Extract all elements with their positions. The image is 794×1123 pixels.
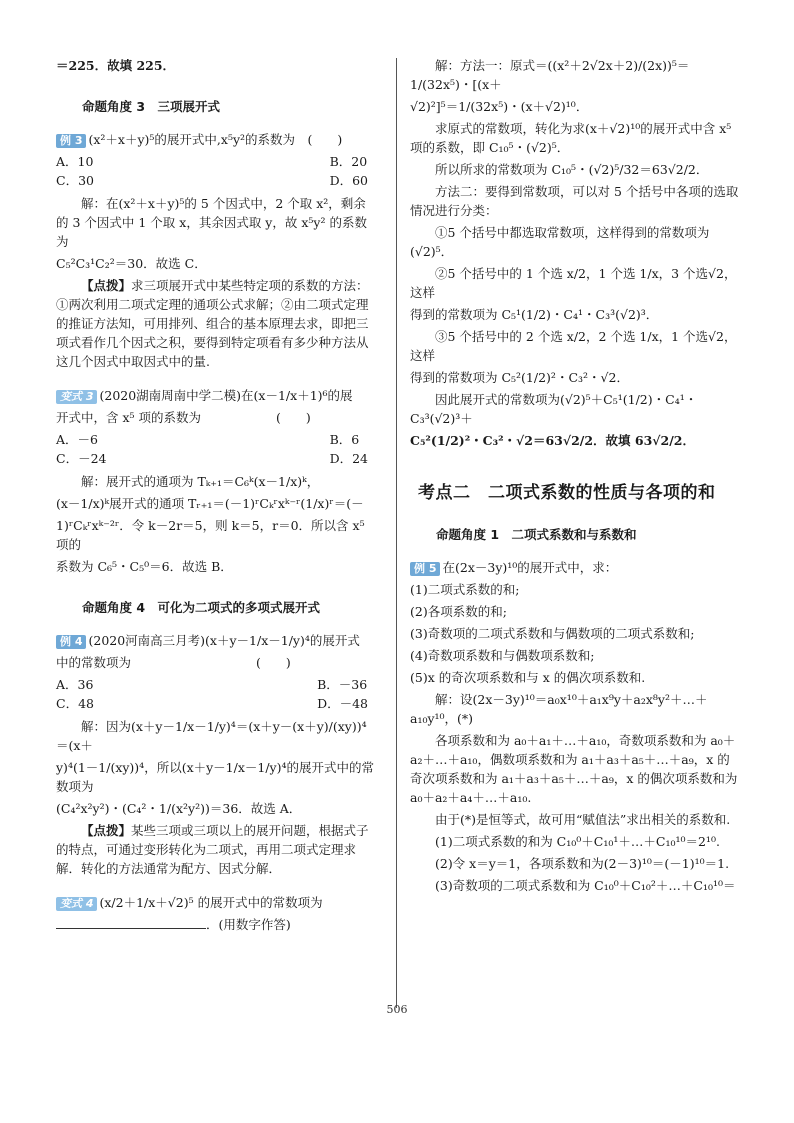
example3-question-text: (x²＋x＋y)⁵的展开式中,x⁵y²的系数为 ( ) [88, 132, 343, 147]
example3-opt-a: A．10 [56, 154, 94, 169]
example3-options [56, 152, 376, 190]
variant3-opt-d: D．24 [329, 451, 368, 466]
variant4-answer-hint: ．(用数字作答) [206, 917, 291, 932]
example4-tip-text: 某些三项或三项以上的展开问题，根据式子的特点，可通过变形转化为二项式，再用二项式定理求解．转化的方法通常为配方、因式分解． [56, 823, 369, 876]
variant3-question-2: 开式中，含 x⁵ 项的系数为 ( ) [56, 410, 311, 425]
variant3-solution-4: 系数为 C₆⁵・C₅⁰＝6．故选 B． [56, 559, 233, 574]
example3-tip-label: 【点拨】 [81, 278, 132, 293]
example3-opt-b: B．20 [329, 154, 368, 169]
variant3-options [56, 430, 376, 468]
variant3-opt-a: A．－6 [56, 432, 98, 447]
variant4-answer-line [56, 915, 376, 934]
example5-item-2: (2)各项系数的和; [410, 604, 507, 619]
example3-opt-c: C．30 [56, 173, 94, 188]
angle3-title: 命题角度 3 三项展开式 [82, 99, 221, 114]
section-title: 考点二 二项式系数的性质与各项的和 [418, 483, 716, 503]
example4-question-text-1: (2020河南高三月考)(x＋y－1/x－1/y)⁴的展开式 [88, 633, 360, 648]
example5-solution-3: 由于(*)是恒等式，故可用“赋值法”求出相关的系数和. [435, 812, 731, 827]
example4-options [56, 675, 376, 713]
variant3-solution-2: (x－1/x)ᵏ展开式的通项 Tᵣ₊₁＝(－1)ʳCₖʳxᵏ⁻ʳ(1/x)ʳ＝(－ [56, 496, 364, 511]
variant3-solution-3: 1)ʳCₖʳxᵏ⁻²ʳ．令 k－2r＝5，则 k＝5，r＝0．所以含 x⁵ 项的 [56, 518, 365, 552]
example5-item-4: (4)奇数项系数和与偶数项系数和; [410, 648, 595, 663]
example4-tip-label: 【点拨】 [81, 823, 132, 838]
example5-item-5: (5)x 的奇次项系数和与 x 的偶次项系数和. [410, 670, 646, 685]
example4-solution-2: y)⁴(1－1/(xy))⁴，所以(x＋y－1/x－1/y)⁴的展开式中的常数项为 [56, 760, 375, 794]
variant4-solution-b6: 得到的常数项为 C₅²(1/2)²・C₃²・√2． [410, 370, 629, 385]
example3-tip [56, 276, 376, 371]
example3-question [56, 130, 376, 149]
variant4-solution-a1: 解：方法一：原式＝((x²＋2√2x＋2)/(2x))⁵＝1/(32x⁵)・[(x＋ [410, 58, 690, 92]
example4-opt-a: A．36 [56, 677, 94, 692]
example4-opt-c: C．48 [56, 696, 94, 711]
example3-solution-2: C₅²C₃¹C₂²＝30．故选 C． [56, 256, 207, 271]
variant4-solution-b3: ②5 个括号中的 1 个选 x/2，1 个选 1/x，3 个选√2，这样 [410, 266, 737, 300]
example4-question-1 [56, 631, 376, 650]
intro-line: ＝225．故填 225． [56, 58, 176, 73]
angle1-title: 命题角度 1 二项式系数和与系数和 [436, 527, 637, 542]
example4-opt-d: D．－48 [317, 696, 368, 711]
variant3-opt-c: C．－24 [56, 451, 107, 466]
example5-question [410, 558, 740, 577]
variant4-solution-b7: 因此展开式的常数项为(√2)⁵＋C₅¹(1/2)・C₄¹・C₃³(√2)³＋ [410, 392, 698, 426]
example3-solution-1: 解：在(x²＋x＋y)⁵的 5 个因式中，2 个取 x²，剩余的 3 个因式中 1 个取 x，其余因式取 y，故 x⁵y² 的系数为 [56, 196, 367, 249]
example4-solution-3: (C₄²x²y²)・(C₄²・1/(x²y²))＝36．故选 A． [56, 801, 302, 816]
angle4-title: 命题角度 4 可化为二项式的多项式展开式 [82, 600, 321, 615]
example5-question-text: 在(2x－3y)¹⁰的展开式中，求： [442, 560, 618, 575]
variant4-solution-b8: C₅²(1/2)²・C₃²・√2＝63√2/2．故填 63√2/2． [410, 433, 695, 448]
example4-solution-1: 解：因为(x＋y－1/x－1/y)⁴＝(x＋y－(x＋y)/(xy))⁴＝(x＋ [56, 719, 367, 753]
variant4-solution-a3: 求原式的常数项，转化为求(x＋√2)¹⁰的展开式中含 x⁵ 项的系数，即 C₁₀⁵・(√2)⁵． [410, 121, 732, 155]
column-divider [396, 58, 397, 1008]
variant3-opt-b: B．6 [329, 432, 360, 447]
example5-solution-1: 解：设(2x－3y)¹⁰＝a₀x¹⁰＋a₁x⁹y＋a₂x⁸y²＋…＋a₁₀y¹⁰，(*) [410, 692, 708, 726]
example4-opt-b: B．－36 [317, 677, 368, 692]
example5-item-1: (1)二项式系数的和; [410, 582, 520, 597]
variant3-solution-1: 解：展开式的通项为 Tₖ₊₁＝C₆ᵏ(x－1/x)ᵏ， [81, 474, 320, 489]
example3-tip-text: 求三项展开式中某些特定项的系数的方法：①两次利用二项式定理的通项公式求解；②由二项式定理的推证方法知，可用排列、组合的基本原理去求，即把三项式看作几个因式之积，要得到特定项看有多少种方法从这几个因式中取因式中的量. [56, 278, 369, 369]
example5-solution-6: (3)奇数项的二项式系数和为 C₁₀⁰＋C₁₀²＋…＋C₁₀¹⁰＝ [435, 878, 736, 893]
variant4-solution-a4: 所以所求的常数项为 C₁₀⁵・(√2)⁵/32＝63√2/2． [435, 162, 709, 177]
variant4-question-text: (x/2＋1/x＋√2)⁵ 的展开式中的常数项为 [99, 895, 323, 910]
variant4-tag: 变式 4 [56, 897, 97, 911]
variant4-solution-b1: 方法二：要得到常数项，可以对 5 个括号中各项的选取情况进行分类： [410, 184, 739, 218]
variant4-solution-b5: ③5 个括号中的 2 个选 x/2，2 个选 1/x，1 个选√2，这样 [410, 329, 737, 363]
example5-solution-4: (1)二项式系数的和为 C₁₀⁰＋C₁₀¹＋…＋C₁₀¹⁰＝2¹⁰. [435, 834, 720, 849]
example3-opt-d: D．60 [329, 173, 368, 188]
page-number: 506 [386, 1003, 408, 1016]
left-column [56, 56, 376, 937]
variant3-tag: 变式 3 [56, 390, 97, 404]
variant4-answer-blank[interactable] [56, 915, 206, 929]
example5-item-3: (3)奇数项的二项式系数和与偶数项的二项式系数和; [410, 626, 695, 641]
example4-question-2: 中的常数项为 ( ) [56, 655, 291, 670]
variant3-question-text-1: (2020湖南周南中学二模)在(x－1/x＋1)⁶的展 [99, 388, 353, 403]
variant4-question [56, 893, 376, 912]
variant4-solution-b2: ①5 个括号中都选取常数项，这样得到的常数项为(√2)⁵． [410, 225, 710, 259]
variant4-solution-b4: 得到的常数项为 C₅¹(1/2)・C₄¹・C₃³(√2)³． [410, 307, 659, 322]
example5-solution-2: 各项系数和为 a₀＋a₁＋…＋a₁₀，奇数项系数和为 a₀＋a₂＋…＋a₁₀，偶数项系数和为 a₁＋a₃＋a₅＋…＋a₉，x 的奇次项系数和为 a₁＋a₃＋a₅＋…＋a₉，x 的偶次项系数和为 a₀＋a₂＋a₄＋…＋a₁₀. [410, 733, 738, 805]
right-column [410, 56, 740, 898]
example5-solution-5: (2)令 x＝y＝1，各项系数和为(2－3)¹⁰＝(－1)¹⁰＝1. [435, 856, 730, 871]
example5-tag: 例 5 [410, 562, 440, 576]
variant4-solution-a2: √2)²]⁵＝1/(32x⁵)・(x＋√2)¹⁰． [410, 99, 589, 114]
variant3-question-1 [56, 386, 376, 405]
example3-tag: 例 3 [56, 134, 86, 148]
example4-tip [56, 821, 376, 878]
example4-tag: 例 4 [56, 635, 86, 649]
